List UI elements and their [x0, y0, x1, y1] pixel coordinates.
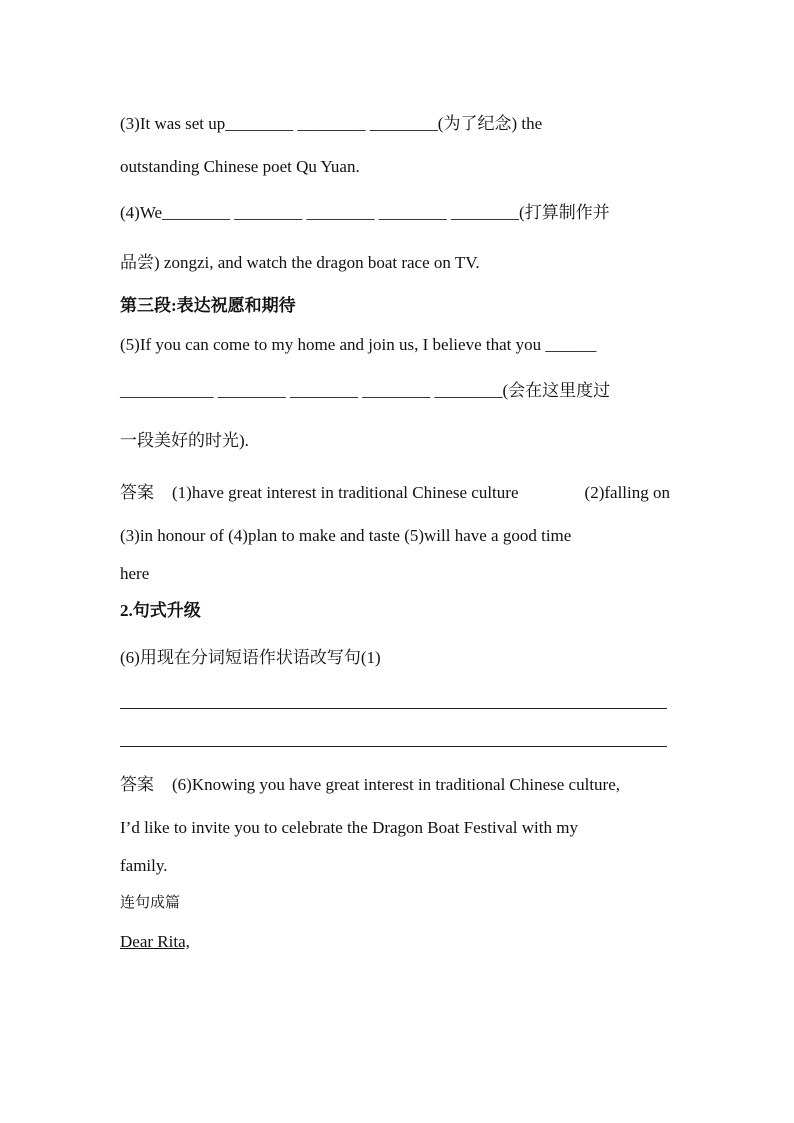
answer2-line1: [120, 774, 672, 796]
q4-line1: (4)We________ ________ ________ ________ ________(打算制作并: [120, 203, 610, 222]
q3-line2: outstanding Chinese poet Qu Yuan.: [120, 157, 360, 176]
answer1-label: 答案: [120, 483, 154, 502]
answer1-line2: (3)in honour of (4)plan to make and taste (5)will have a good time: [120, 526, 572, 545]
letter-greeting: [120, 931, 672, 953]
composition-heading: 连句成篇: [120, 895, 181, 911]
answer1-part1: (1)have great interest in traditional Chinese culture: [172, 483, 519, 502]
q6-prompt: (6)用现在分词短语作状语改写句(1): [120, 648, 381, 667]
q5-line1: (5)If you can come to my home and join us, I believe that you ______: [120, 335, 597, 354]
section2-heading: 2.句式升级: [120, 601, 201, 620]
answer2-line3: family.: [120, 856, 168, 875]
answer1-content: [120, 482, 518, 504]
answer2-line2: I’d like to invite you to celebrate the Dragon Boat Festival with my: [120, 818, 578, 837]
q3-line1: (3)It was set up________ ________ ________(为了纪念) the: [120, 114, 543, 133]
answer1-line1: [120, 482, 670, 504]
answer1-part2: (2)falling on: [584, 483, 670, 502]
q5-line2: ___________ ________ ________ ________ ________(会在这里度过: [120, 381, 611, 400]
answer-blank-line-2: [120, 746, 667, 747]
answer1-line3: here: [120, 564, 150, 583]
greeting-text: Dear Rita,: [120, 932, 190, 951]
answer-blank-line-1: [120, 708, 667, 709]
answer2-label: 答案: [120, 775, 154, 794]
q4-line2: 品尝) zongzi, and watch the dragon boat race on TV.: [120, 253, 480, 272]
answer2-line1-text: (6)Knowing you have great interest in traditional Chinese culture,: [172, 775, 621, 794]
section3-heading: 第三段:表达祝愿和期待: [120, 296, 296, 315]
q5-line3: 一段美好的时光).: [120, 431, 249, 450]
